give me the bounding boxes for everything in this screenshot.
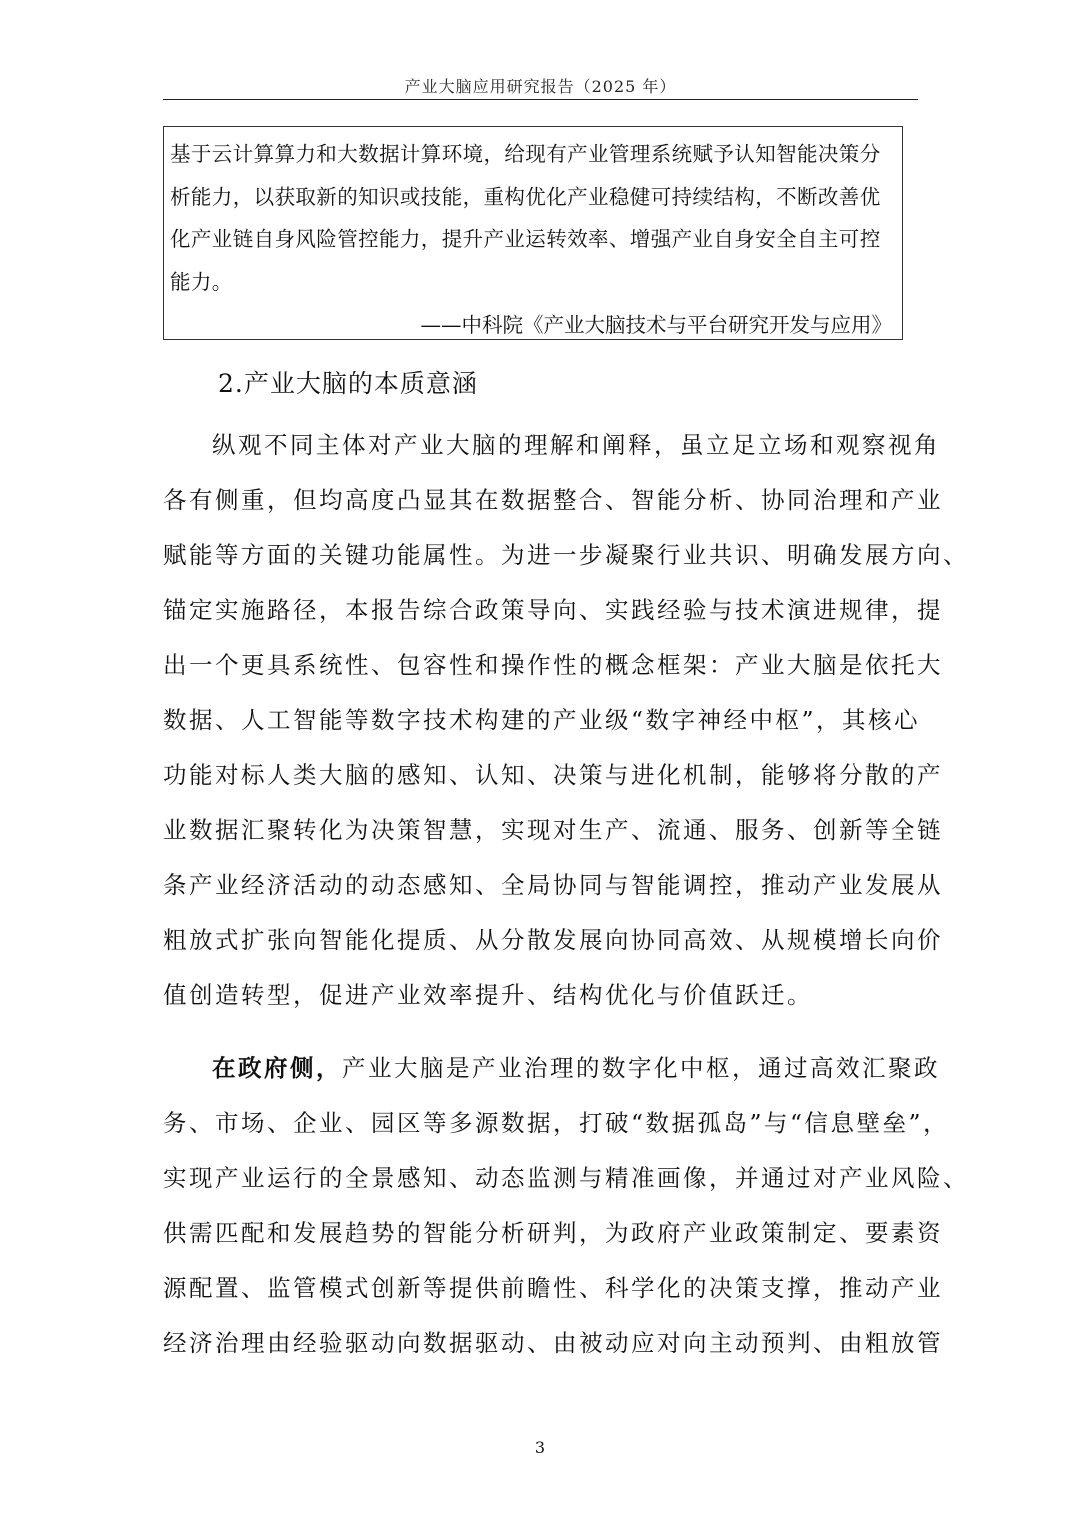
paragraph-line: 数据、人工智能等数字技术构建的产业级“数字神经中枢”，其核心 <box>163 706 921 734</box>
paragraph-line: 业数据汇聚转化为决策智慧，实现对生产、流通、服务、创新等全链 <box>163 816 943 844</box>
paragraph-line: 功能对标人类大脑的感知、认知、决策与进化机制，能够将分散的产 <box>163 761 943 789</box>
quote-line: 基于云计算算力和大数据计算环境，给现有产业管理系统赋予认知智能决策分 <box>170 142 881 166</box>
paragraph-line: 锚定实施路径，本报告综合政策导向、实践经验与技术演进规律，提 <box>163 596 943 624</box>
paragraph-line: 值创造转型，促进产业效率提升、结构优化与价值跃迁。 <box>163 981 813 1009</box>
quote-line: 化产业链自身风险管控能力，提升产业运转效率、增强产业自身安全自主可控 <box>170 227 881 251</box>
page-number: 3 <box>534 1438 546 1457</box>
paragraph-line <box>163 1041 940 1096</box>
paragraph-line: 经济治理由经验驱动向数据驱动、由被动应对向主动预判、由粗放管 <box>163 1329 943 1357</box>
quote-source: ——中科院《产业大脑技术与平台研究开发与应用》 <box>420 313 892 337</box>
paragraph-line: 条产业经济活动的动态感知、全局协同与智能调控，推动产业发展从 <box>163 871 943 899</box>
paragraph-line: 赋能等方面的关键功能属性。为进一步凝聚行业共识、明确发展方向、 <box>163 541 969 569</box>
paragraph-text: 产业大脑是产业治理的数字化中枢，通过高效汇聚政 <box>342 1054 940 1082</box>
paragraph-line: 出一个更具系统性、包容性和操作性的概念框架：产业大脑是依托大 <box>163 651 943 679</box>
paragraph-essence <box>163 418 969 1023</box>
header-rule <box>163 99 918 100</box>
paragraph-line: 粗放式扩张向智能化提质、从分散发展向协同高效、从规模增长向价 <box>163 926 943 954</box>
quote-line: 能力。 <box>170 269 233 294</box>
paragraph-line: 供需匹配和发展趋势的智能分析研判，为政府产业政策制定、要素资 <box>163 1219 943 1247</box>
lead-phrase: 在政府侧， <box>212 1054 342 1082</box>
paragraph-line: 实现产业运行的全景感知、动态监测与精准画像，并通过对产业风险、 <box>163 1164 969 1192</box>
quote-line: 析能力，以获取新的知识或技能，重构优化产业稳健可持续结构，不断改善优 <box>170 184 881 209</box>
paragraph-line: 纵观不同主体对产业大脑的理解和阐释，虽立足立场和观察视角 <box>212 431 940 459</box>
paragraph-line: 务、市场、企业、园区等多源数据，打破“数据孤岛”与“信息壁垒”， <box>163 1109 950 1137</box>
running-header: 产业大脑应用研究报告（2025 年） <box>404 77 677 96</box>
paragraph-line: 源配置、监管模式创新等提供前瞻性、科学化的决策支撑，推动产业 <box>163 1274 943 1302</box>
paragraph-government <box>163 1041 969 1371</box>
quote-box <box>163 126 903 340</box>
section-title: 2.产业大脑的本质意涵 <box>218 369 478 398</box>
paragraph-line: 各有侧重，但均高度凸显其在数据整合、智能分析、协同治理和产业 <box>163 486 943 514</box>
